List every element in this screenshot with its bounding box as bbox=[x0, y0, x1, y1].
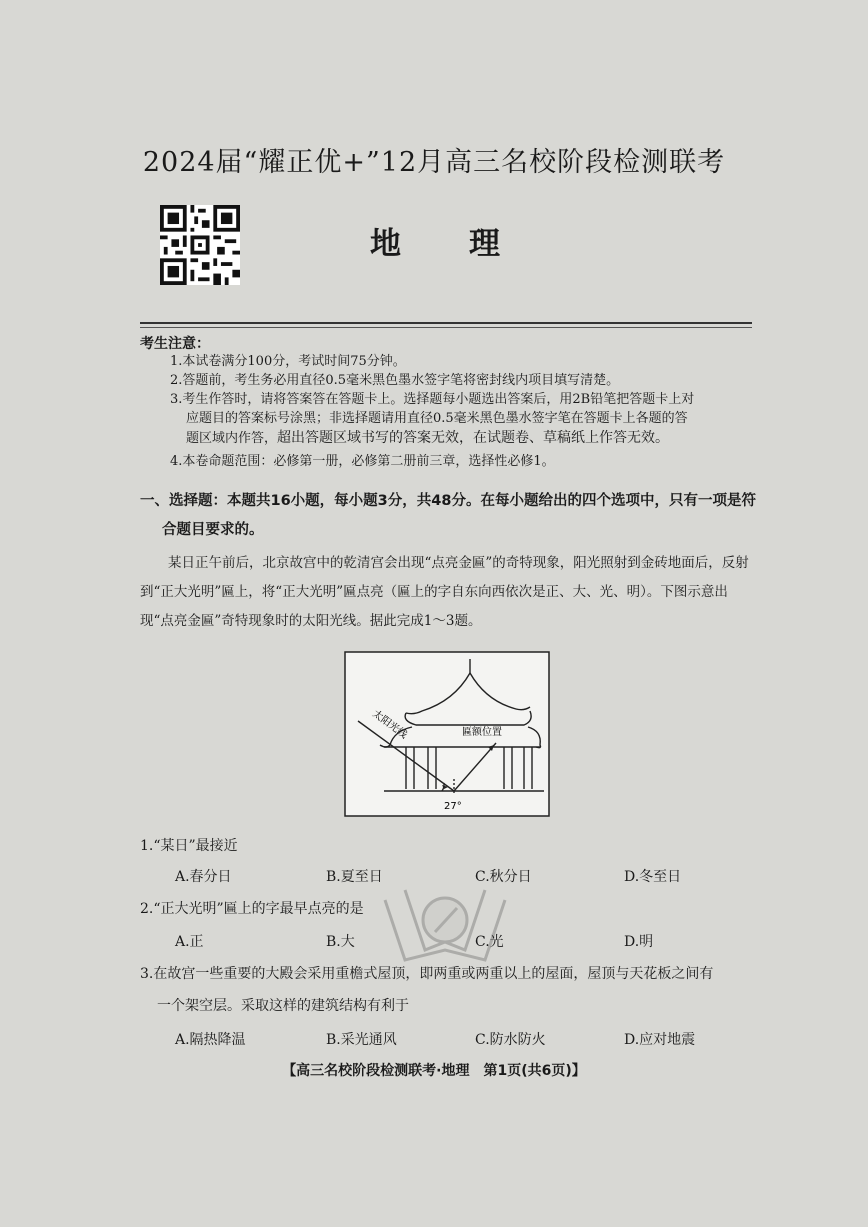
notice-item-text: 题区域内作答， bbox=[186, 431, 278, 446]
option-d: D.明 bbox=[624, 934, 654, 950]
question-stem: 2.“正大光明”匾上的字最早点亮的是 bbox=[140, 901, 364, 917]
notice-emphasis: 超出答题区域书写的答案无效，在试题卷、草稿纸上作答无效。 bbox=[277, 430, 670, 446]
notice-item: 1.本试卷满分100分，考试时间75分钟。 bbox=[170, 354, 406, 369]
angle-label: 27° bbox=[444, 801, 462, 812]
intro-paragraph: 某日正午前后，北京故宫中的乾清宫会出现“点亮金匾”的奇特现象，阳光照射到金砖地面后，反射到“正大光明”匾上，将“正大光明”匾点亮（匾上的字自东向西依次是正、大、光、明）。下图示意出现“点亮金匾”奇特现象时的太阳光线。据此完成1～3题。 bbox=[140, 555, 749, 629]
option-a: A.隔热降温 bbox=[175, 1032, 246, 1048]
option-a: A.正 bbox=[175, 934, 204, 950]
notice-title: 考生注意： bbox=[140, 336, 210, 352]
option-b: B.大 bbox=[326, 934, 355, 950]
option-a: A.春分日 bbox=[175, 869, 232, 885]
notice-item: 2.答题前，考生务必用直径0.5毫米黑色墨水签字笔将密封线内项目填写清楚。 bbox=[170, 373, 620, 388]
plaque-label: 匾额位置 bbox=[462, 727, 502, 738]
subject-title: 地理 bbox=[370, 226, 568, 262]
option-d: D.应对地震 bbox=[624, 1032, 696, 1048]
section-heading bbox=[140, 487, 760, 545]
question-stem: 3.在故宫一些重要的大殿会采用重檐式屋顶，即两重或两重以上的屋面，屋顶与天花板之间有 bbox=[140, 966, 714, 982]
palace-sunlight-figure bbox=[344, 651, 550, 817]
header-divider-thin bbox=[140, 327, 752, 328]
option-b: B.采光通风 bbox=[326, 1032, 397, 1048]
watermark-book-icon bbox=[375, 880, 515, 970]
option-c: C.秋分日 bbox=[475, 869, 532, 885]
notice-item: 3.考生作答时，请将答案答在答题卡上。选择题每小题选出答案后，用2B铅笔把答题卡上对 bbox=[170, 392, 695, 407]
question-stem-continued: 一个架空层。采取这样的建筑结构有利于 bbox=[157, 998, 409, 1014]
section-heading-line: 合题目要求的。 bbox=[162, 522, 264, 538]
option-b: B.夏至日 bbox=[326, 869, 383, 885]
exam-title: 2024届“耀正优+”12月高三名校阶段检测联考 bbox=[142, 147, 726, 178]
option-d: D.冬至日 bbox=[624, 869, 682, 885]
sunlight-label: 太阳光线 bbox=[370, 708, 410, 741]
notice-item: 4.本卷命题范围：必修第一册，必修第二册前三章，选择性必修1。 bbox=[170, 454, 555, 469]
header-divider bbox=[140, 322, 752, 324]
section-heading-line: 一、选择题：本题共16小题，每小题3分，共48分。在每小题给出的四个选项中，只有一项是符 bbox=[140, 493, 756, 509]
option-c: C.光 bbox=[475, 934, 504, 950]
notice-item-line bbox=[186, 429, 669, 448]
option-c: C.防水防火 bbox=[475, 1032, 546, 1048]
question-stem: 1.“某日”最接近 bbox=[140, 838, 238, 854]
notice-item: 应题目的答案标号涂黑；非选择题请用直径0.5毫米黑色墨水签字笔在答题卡上各题的答 bbox=[186, 411, 688, 426]
qr-code-icon bbox=[160, 205, 240, 285]
page-footer: 【高三名校阶段检测联考·地理 第1页(共6页)】 bbox=[282, 1063, 586, 1079]
